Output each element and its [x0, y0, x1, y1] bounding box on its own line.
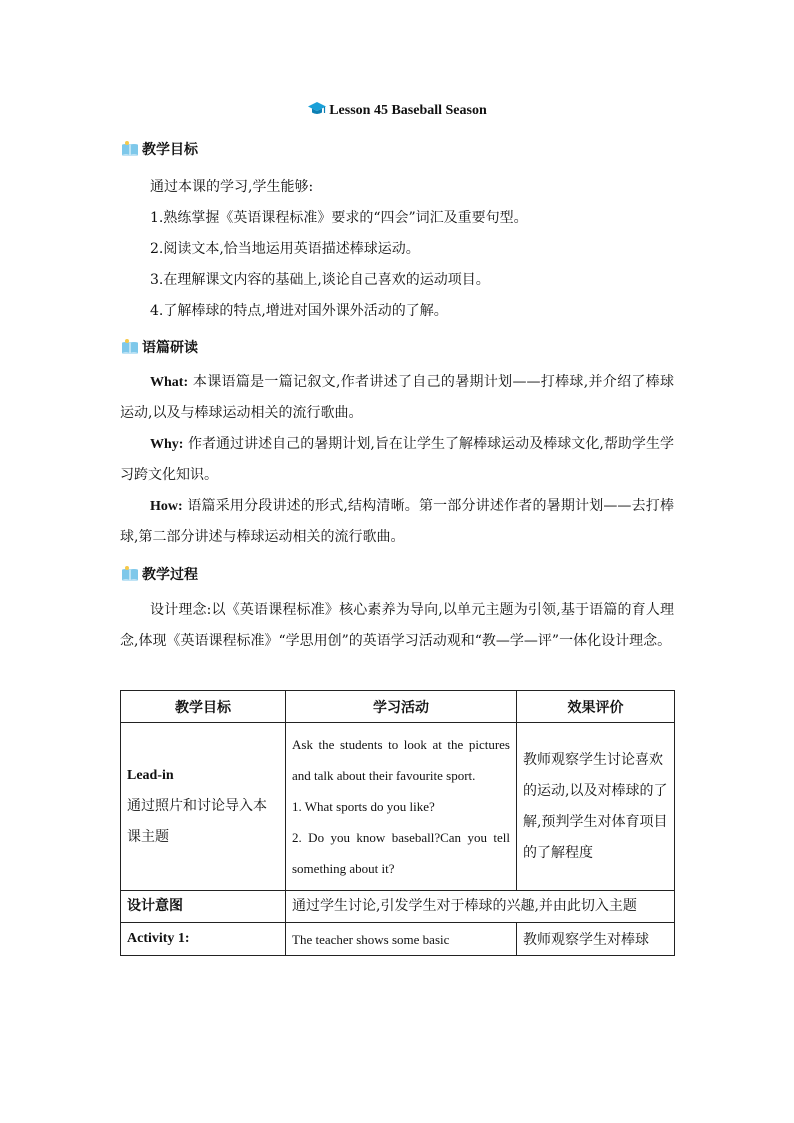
objective-item-4: 4.了解棒球的特点,增进对国外课外活动的了解。 — [150, 303, 448, 319]
table-row — [121, 923, 675, 956]
design-concept: 设计理念:以《英语课程标准》核心素养为导向,以单元主题为引领,基于语篇的育人理念,体现《英语课程标准》“学思用创”的英语学习活动观和“教—学—评”一体化设计理念。 — [120, 602, 674, 649]
lesson-title: Lesson 45 Baseball Season — [0, 101, 794, 122]
book-star-icon — [120, 564, 140, 584]
leadin-goal: 通过照片和讨论导入本课主题 — [127, 798, 267, 845]
lesson-plan-table — [120, 690, 675, 956]
section-heading-objectives: 教学目标 — [120, 138, 198, 160]
header-activity: 学习活动 — [286, 691, 517, 723]
leadin-goal-cell — [121, 723, 286, 891]
intent-text: 通过学生讨论,引发学生对于棒球的兴趣,并由此切入主题 — [286, 891, 675, 923]
table-row — [121, 891, 675, 923]
book-star-icon — [120, 337, 140, 357]
table-row — [121, 723, 675, 891]
header-evaluation: 效果评价 — [517, 691, 675, 723]
graduation-cap-icon — [307, 101, 327, 122]
section-heading-analysis: 语篇研读 — [120, 336, 198, 358]
leadin-activity-cell — [286, 723, 517, 891]
analysis-why: Why: 作者通过讲述自己的暑期计划,旨在让学生了解棒球运动及棒球文化,帮助学生学习跨文化知识。 — [120, 436, 674, 483]
leadin-question-2: 2. Do you know baseball?Can you tell something about it? — [292, 830, 510, 876]
book-star-icon — [120, 139, 140, 159]
analysis-how: How: 语篇采用分段讲述的形式,结构清晰。第一部分讲述作者的暑期计划——去打棒球,第二部分讲述与棒球运动相关的流行歌曲。 — [120, 498, 674, 545]
leadin-question-1: 1. What sports do you like? — [292, 799, 435, 814]
intent-label: 设计意图 — [121, 891, 286, 923]
activity1-label: Activity 1: — [121, 923, 286, 956]
table-header-row — [121, 691, 675, 723]
activity1-evaluation: 教师观察学生对棒球 — [517, 923, 675, 956]
objective-item-1: 1.熟练掌握《英语课程标准》要求的“四会”词汇及重要句型。 — [150, 210, 528, 226]
leadin-title: Lead-in — [127, 768, 174, 783]
leadin-evaluation: 教师观察学生讨论喜欢的运动,以及对棒球的了解,预判学生对体育项目的了解程度 — [517, 723, 675, 891]
leadin-activity-intro: Ask the students to look at the pictures and talk about their favourite sport. — [292, 737, 510, 783]
objectives-intro: 通过本课的学习,学生能够: — [150, 179, 314, 195]
analysis-what: What: 本课语篇是一篇记叙文,作者讲述了自己的暑期计划——打棒球,并介绍了棒球运动,以及与棒球运动相关的流行歌曲。 — [120, 374, 674, 421]
header-goal: 教学目标 — [121, 691, 286, 723]
section-heading-process: 教学过程 — [120, 563, 198, 585]
objective-item-3: 3.在理解课文内容的基础上,谈论自己喜欢的运动项目。 — [150, 272, 490, 288]
objective-item-2: 2.阅读文本,恰当地运用英语描述棒球运动。 — [150, 241, 420, 257]
activity1-activity: The teacher shows some basic — [286, 923, 517, 956]
